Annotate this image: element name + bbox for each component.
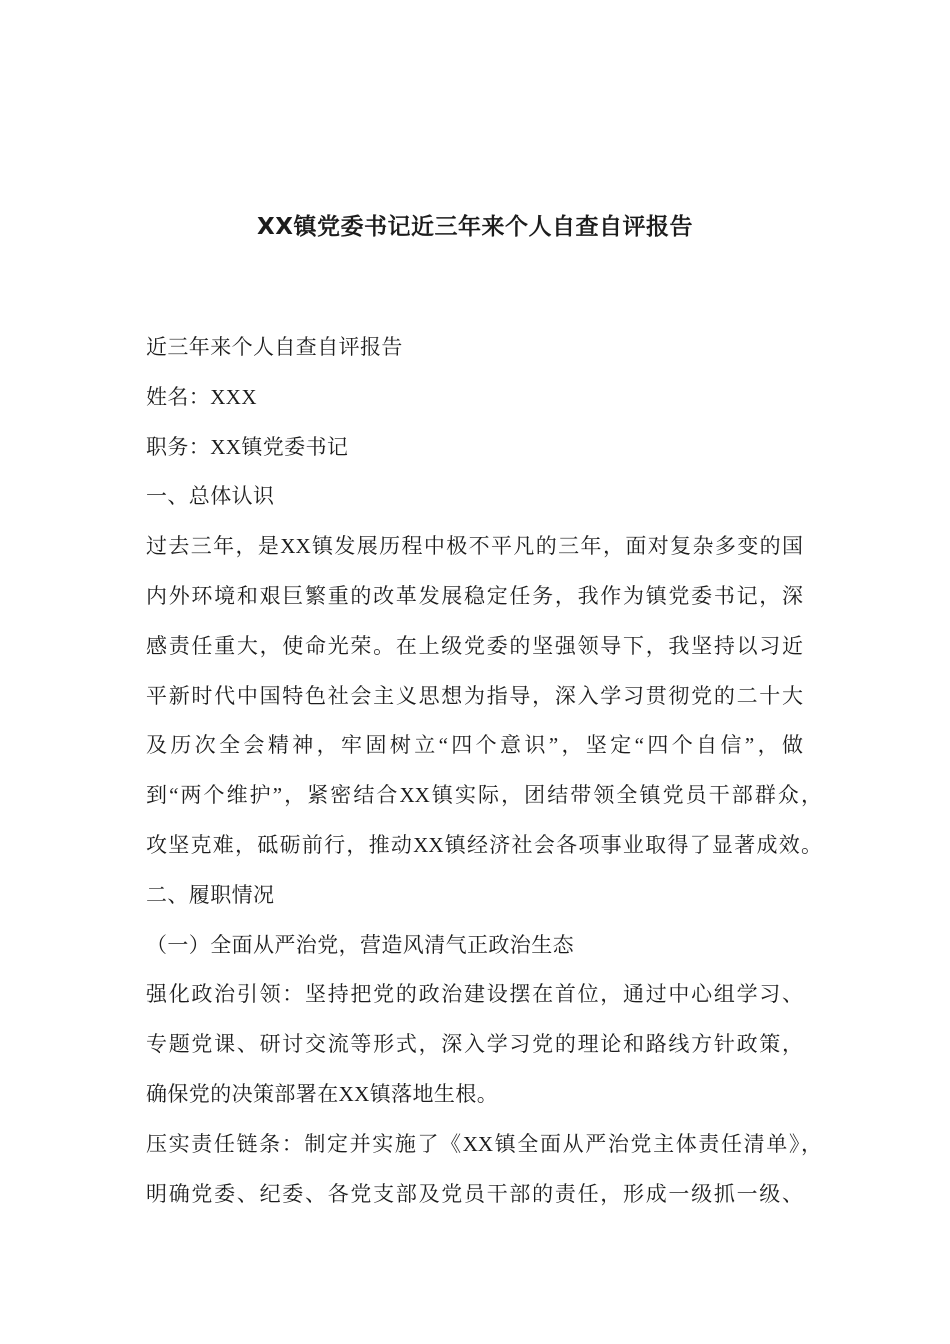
paragraph-overall <box>146 522 836 871</box>
section-heading-duties: 二、履职情况 <box>146 882 275 907</box>
subsection-heading: （一）全面从严治党，营造风清气正政治生态 <box>146 932 574 957</box>
paragraph-line: 平新时代中国特色社会主义思想为指导，深入学习贯彻党的二十大 <box>146 683 803 708</box>
report-heading: 近三年来个人自查自评报告 <box>146 335 403 359</box>
document-body <box>146 323 836 1219</box>
paragraph-line: 内外环境和艰巨繁重的改革发展稳定任务，我作为镇党委书记，深 <box>146 583 803 608</box>
paragraph-responsibility-chain <box>146 1120 836 1220</box>
position-line: 职务：XX镇党委书记 <box>146 434 349 459</box>
paragraph-line: 攻坚克难，砥砺前行，推动XX镇经济社会各项事业取得了显著成效。 <box>146 832 822 857</box>
paragraph-line: 专题党课、研讨交流等形式，深入学习党的理论和路线方针政策， <box>146 1032 803 1057</box>
paragraph-line: 强化政治引领：坚持把党的政治建设摆在首位，通过中心组学习、 <box>146 982 803 1007</box>
paragraph-line: 明确党委、纪委、各党支部及党员干部的责任，形成一级抓一级、 <box>146 1181 803 1206</box>
paragraph-line: 压实责任链条：制定并实施了《XX镇全面从严治党主体责任清单》， <box>146 1131 822 1156</box>
document-title: XX镇党委书记近三年来个人自查自评报告 <box>257 214 693 240</box>
paragraph-line: 过去三年，是XX镇发展历程中极不平凡的三年，面对复杂多变的国 <box>146 534 803 559</box>
section-heading-overall: 一、总体认识 <box>146 484 275 509</box>
name-line: 姓名：XXX <box>146 384 257 409</box>
paragraph-line: 及历次全会精神，牢固树立“四个意识”，坚定“四个自信”，做 <box>146 733 803 758</box>
paragraph-line: 确保党的决策部署在XX镇落地生根。 <box>146 1081 499 1106</box>
paragraph-line: 感责任重大，使命光荣。在上级党委的坚强领导下，我坚持以习近 <box>146 633 803 658</box>
paragraph-line: 到“两个维护”，紧密结合XX镇实际，团结带领全镇党员干部群众， <box>146 783 822 808</box>
paragraph-political-leadership <box>146 970 836 1119</box>
